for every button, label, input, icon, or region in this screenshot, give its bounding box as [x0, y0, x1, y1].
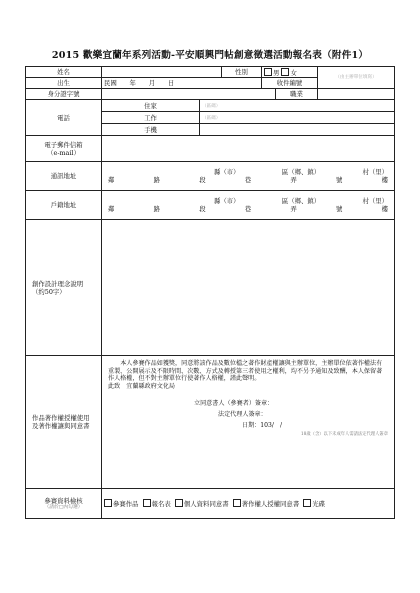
check-copyright-label: 著作權人授權同意書 [241, 500, 300, 508]
guardian-line[interactable]: 法定代理人簽章： [218, 411, 267, 419]
id-label: 身分證字號 [26, 89, 102, 100]
home-phone-label: 住家 [102, 100, 200, 112]
addr-lane: 巷 [244, 205, 252, 213]
form-title: 2015 歡樂宜蘭年系列活動-平安順興門帖創意徵選活動報名表（附件1） [51, 50, 369, 61]
email-label-line1: 電子郵件信箱 [44, 140, 83, 149]
addr-county: 縣（市） [214, 197, 240, 205]
male-checkbox[interactable] [264, 68, 272, 76]
addr-village: 村（里） [362, 197, 388, 205]
mobile-label: 手機 [102, 124, 200, 136]
design-idea-field[interactable] [102, 220, 395, 356]
mail-address-field[interactable] [102, 162, 395, 191]
check-entry-label: 參賽作品 [113, 500, 139, 508]
job-label: 職業 [276, 89, 318, 100]
email-label-line2: （e-mail） [47, 148, 80, 157]
minor-note: 18歲（含）以下未成年人需請法定代理人簽章 [300, 432, 389, 438]
gender-label: 性別 [222, 67, 262, 78]
check-disc-label: 光碟 [312, 500, 326, 508]
addr-road: 路 [153, 205, 160, 213]
phone-label: 電話 [26, 100, 102, 136]
signer-line[interactable]: 立同意書人（參賽者）簽章： [194, 400, 274, 408]
serial-hint: （由主辦單位填寫） [335, 74, 377, 80]
check-form-box[interactable] [143, 499, 151, 507]
gender-options [262, 67, 318, 78]
checklist-sub: （請於□內勾選） [44, 504, 83, 510]
consent-body [102, 356, 395, 489]
addr-district: 區（鄉、鎮） [281, 197, 321, 205]
design-idea-text: 創作設計理念說明（約50字） [32, 279, 84, 296]
addr-number: 號 [335, 176, 343, 184]
female-label: 女 [290, 68, 297, 77]
mail-address-line1 [104, 168, 392, 176]
mobile-field[interactable] [200, 124, 395, 136]
addr-neighborhood: 鄰 [108, 205, 115, 213]
design-idea-label [26, 220, 102, 356]
addr-county: 縣（市） [214, 168, 240, 176]
reg-address-line1 [104, 197, 392, 205]
addr-road: 路 [153, 176, 160, 184]
mail-address-line2 [104, 176, 392, 184]
check-privacy-box[interactable] [175, 499, 183, 507]
female-checkbox[interactable] [281, 68, 289, 76]
addr-village: 村（里） [362, 168, 388, 176]
check-copyright-box[interactable] [233, 499, 241, 507]
addr-floor: 樓 [381, 176, 388, 184]
name-field[interactable] [102, 67, 222, 78]
checklist-title: 參賽資料檢核 [44, 496, 83, 505]
home-phone-field[interactable] [200, 100, 395, 112]
birth-label: 出生 [26, 78, 102, 89]
name-label: 姓名 [26, 67, 102, 78]
check-privacy-label: 個人資料同意書 [183, 500, 229, 508]
male-label: 男 [273, 68, 280, 77]
addr-alley: 弄 [290, 176, 297, 184]
date-line[interactable]: 日期：103/ / [242, 421, 283, 429]
work-phone-field[interactable] [200, 112, 395, 124]
consent-label-text: 作品著作權授權使用及著作權讓與同意書 [32, 414, 90, 430]
job-field[interactable] [318, 89, 395, 100]
registration-form [25, 66, 395, 519]
check-disc-box[interactable] [303, 499, 311, 507]
consent-to: 此致 宜蘭縣政府文化局 [108, 382, 176, 390]
home-area-hint: （區碼） [202, 104, 221, 110]
reg-address-field[interactable] [102, 191, 395, 220]
work-area-hint: （區碼） [202, 116, 221, 122]
addr-number: 號 [335, 205, 343, 213]
checklist-label [26, 489, 102, 519]
reg-address-label: 戶籍地址 [26, 191, 102, 220]
consent-label [26, 356, 102, 489]
check-form-label: 報名表 [151, 500, 171, 508]
check-entry-box[interactable] [104, 499, 112, 507]
addr-section: 段 [199, 176, 206, 184]
mail-address-label: 通訊地址 [26, 162, 102, 191]
addr-floor: 樓 [381, 205, 388, 213]
email-field[interactable] [102, 136, 395, 162]
birth-field[interactable]: 民國 年 月 日 [102, 78, 262, 89]
addr-lane: 巷 [244, 176, 252, 184]
id-field[interactable] [102, 89, 276, 100]
email-label [26, 136, 102, 162]
work-phone-label: 工作 [102, 112, 200, 124]
addr-district: 區（鄉、鎮） [281, 168, 321, 176]
addr-alley: 弄 [290, 205, 297, 213]
addr-section: 段 [199, 205, 206, 213]
serial-cell [318, 67, 395, 89]
serial-label: 收件編號 [262, 78, 318, 89]
consent-paragraph: 本人參賽作品如獲獎，同意將該作品及數位檔之著作財產權讓與主辦單位，主辦單位依著作權法有重製、公開展示及不限時間、次數、方式及轉授第三者使用之權利，均不另予通知及致酬，本人保留著作人格權，但不對主辦單位行使著作人格權，謹此聲明。 [108, 360, 383, 383]
signature-block [108, 400, 388, 429]
checklist-items [102, 489, 395, 519]
reg-address-line2 [104, 205, 392, 213]
addr-neighborhood: 鄰 [108, 176, 115, 184]
